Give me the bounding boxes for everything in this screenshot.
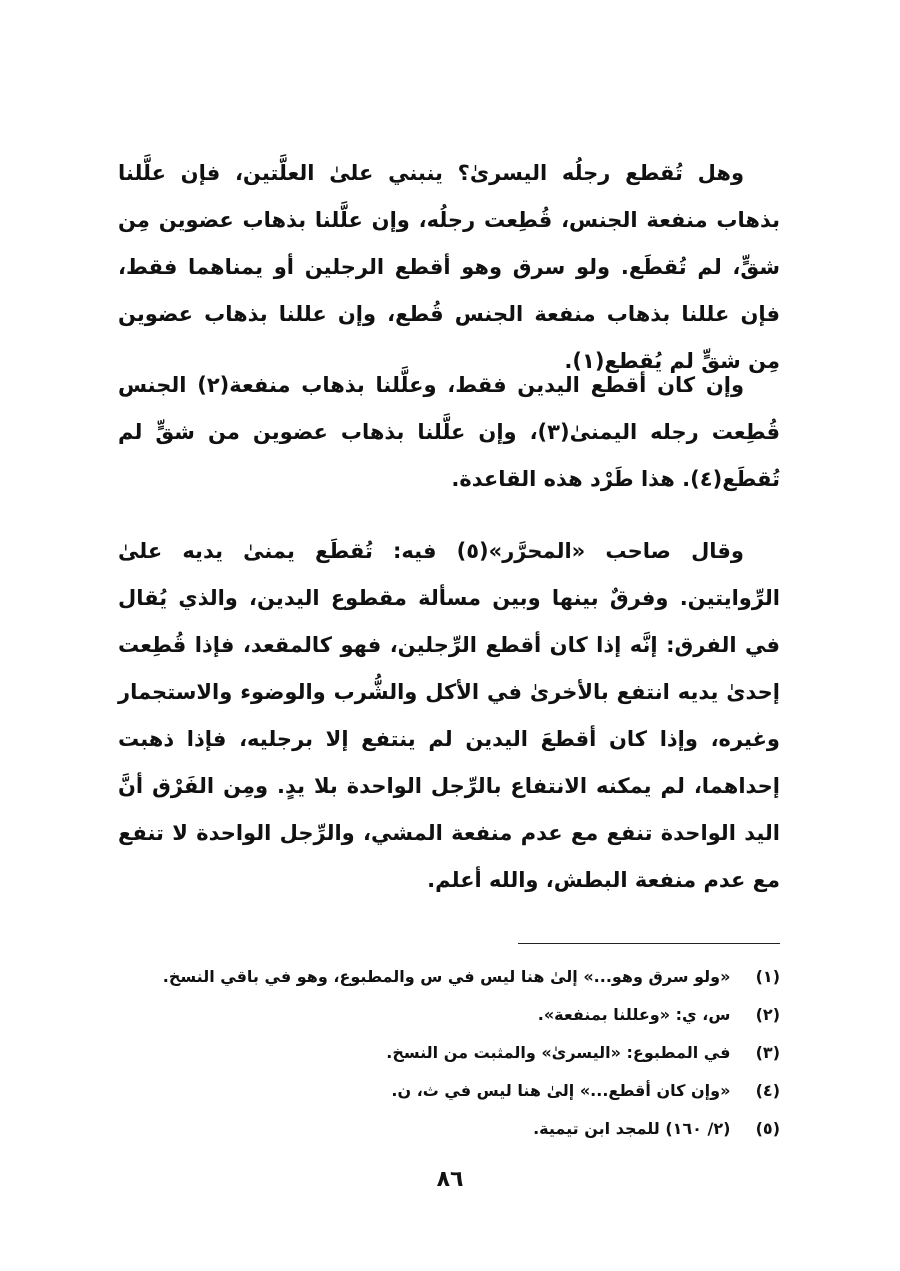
footnote-item: [118, 996, 780, 1034]
footnote-number: (٣): [755, 1043, 780, 1062]
paragraph-1: وهل تُقطع رجلُه اليسرىٰ؟ ينبني علىٰ العلَّتين، فإن علَّلنا بذهاب منفعة الجنس، قُطِعت رجلُه، وإن علَّلنا بذهاب عضوين مِن شقٍّ، لم تُقطَع. ولو سرق وهو أقطع الرجلين أو يمناهما فقط، فإن عللنا بذهاب منفعة الجنس قُطع، وإن عللنا بذهاب عضوين مِن شقٍّ لم يُقطع(١).: [118, 161, 780, 373]
footnote-item: [118, 1072, 780, 1110]
footnote-number: (٥): [755, 1119, 780, 1138]
footnote-text: «وإن كان أقطع...» إلىٰ هنا ليس في ث، ن.: [391, 1081, 731, 1100]
main-text-block: [118, 362, 780, 503]
footnote-item: [118, 1110, 780, 1148]
footnote-text: «ولو سرق وهو...» إلىٰ هنا ليس في س والمطبوع، وهو في باقي النسخ.: [162, 967, 731, 986]
footnote-number: (٢): [755, 1005, 780, 1024]
footnote-separator: [518, 943, 780, 944]
page-number: ٨٦: [436, 1167, 464, 1192]
main-text-block: [118, 528, 780, 904]
footnote-number: (١): [755, 967, 780, 986]
main-text-block: [118, 150, 780, 385]
footnote-item: [118, 958, 780, 996]
footnote-item: [118, 1034, 780, 1072]
paragraph-3: وقال صاحب «المحرَّر»(٥) فيه: تُقطَع يمنىٰ يديه علىٰ الرِّوايتين. وفرقٌ بينها وبين مسألة مقطوع اليدين، والذي يُقال في الفرق: إنَّه إذا كان أقطع الرِّجلين، فهو كالمقعد، فإذا قُطِعت إحدىٰ يديه انتفع بالأخرىٰ في الأكل والشُّرب والوضوء والاستجمار وغيره، وإذا كان أقطعَ اليدين لم ينتفع إلا برجليه، فإذا ذهبت إحداهما، لم يمكنه الانتفاع بالرِّجل الواحدة بلا يدٍ. ومِن الفَرْق أنَّ اليد الواحدة تنفع مع عدم منفعة المشي، والرِّجل الواحدة لا تنفع مع عدم منفعة البطش، والله أعلم.: [118, 539, 780, 892]
footnotes-section: [118, 958, 780, 1148]
paragraph-2: وإن كان أقطع اليدين فقط، وعلَّلنا بذهاب منفعة(٢) الجنس قُطِعت رجله اليمنىٰ(٣)، وإن علَّلنا بذهاب عضوين من شقٍّ لم تُقطَع(٤). هذا طَرْد هذه القاعدة.: [118, 373, 780, 491]
footnote-text: (٢/ ١٦٠) للمجد ابن تيمية.: [533, 1119, 731, 1138]
footnote-text: س، ي: «وعللنا بمنفعة».: [537, 1005, 731, 1024]
footnote-number: (٤): [755, 1081, 780, 1100]
footnote-text: في المطبوع: «اليسرىٰ» والمثبت من النسخ.: [386, 1043, 731, 1062]
